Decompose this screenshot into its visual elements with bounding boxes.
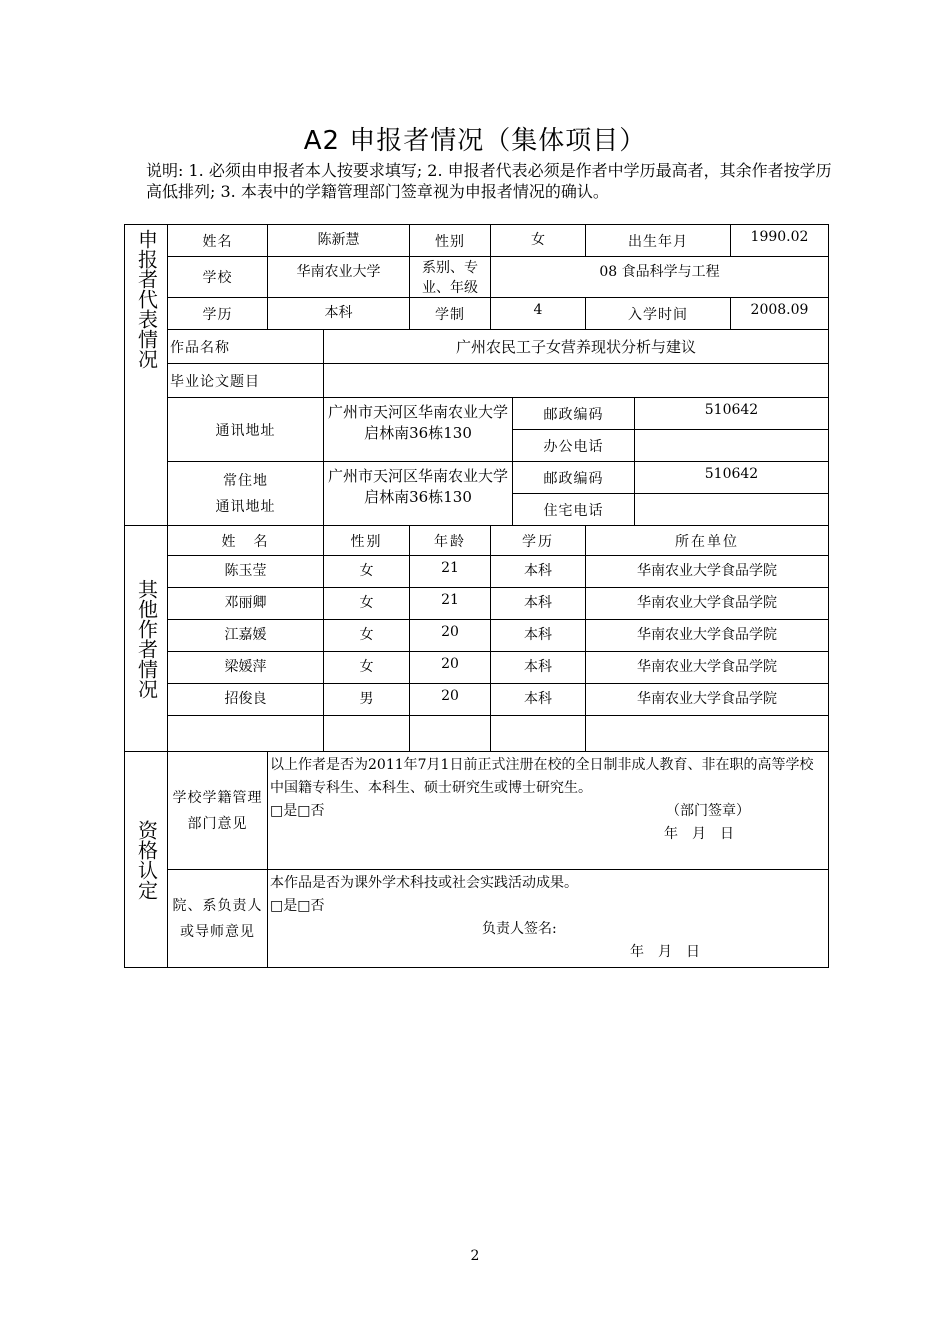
author-name[interactable]: 陈玉莹	[168, 556, 324, 588]
page-title: A2 申报者情况（集体项目）	[303, 126, 647, 156]
zip2-value[interactable]: 510642	[635, 462, 829, 494]
home-phone-value[interactable]	[635, 494, 829, 526]
author-gender[interactable]: 女	[324, 588, 410, 620]
birth-value[interactable]: 1990.02	[731, 225, 829, 257]
author-degree[interactable]: 本科	[491, 684, 586, 716]
author-name[interactable]: 梁媛萍	[168, 652, 324, 684]
table-row	[125, 556, 829, 588]
author-gender[interactable]: 男	[324, 684, 410, 716]
school-opinion-label	[168, 752, 268, 870]
gender-label: 性别	[410, 225, 491, 257]
home-addr-label	[168, 462, 324, 526]
home-addr-label-line1: 常住地	[223, 472, 268, 489]
author-degree[interactable]: 本科	[491, 588, 586, 620]
others-section-label: 其他作者情况	[125, 526, 168, 752]
years-label: 学制	[410, 298, 491, 330]
school-opinion-label-line1: 学校学籍管理	[172, 789, 263, 806]
degree-label: 学历	[168, 298, 268, 330]
school-opinion-text: 以上作者是否为2011年7月1日前正式注册在校的全日制非成人教育、非在职的高等学校中国籍专科生、本科生、硕士研究生或博士研究生。	[270, 757, 814, 796]
author-gender[interactable]: 女	[324, 652, 410, 684]
author-degree[interactable]: 本科	[491, 652, 586, 684]
author-age[interactable]: 21	[410, 588, 491, 620]
author-gender[interactable]: 女	[324, 620, 410, 652]
work-value[interactable]: 广州农民工子女营养现状分析与建议	[324, 330, 829, 364]
office-phone-label: 办公电话	[513, 430, 635, 462]
author-gender[interactable]	[324, 716, 410, 752]
advisor-date[interactable]: 年 月 日	[630, 944, 700, 960]
table-row	[125, 652, 829, 684]
others-header-unit: 所在单位	[586, 526, 829, 556]
zip-label: 邮政编码	[513, 398, 635, 430]
others-header-gender: 性别	[324, 526, 410, 556]
author-unit[interactable]: 华南农业大学食品学院	[586, 684, 829, 716]
author-unit[interactable]: 华南农业大学食品学院	[586, 620, 829, 652]
zip-value[interactable]: 510642	[635, 398, 829, 430]
qualification-section-label: 资格认定	[125, 752, 168, 968]
instructions-note: 说明: 1. 必须由申报者本人按要求填写; 2. 申报者代表必须是作者中学历最高者，其余作者按学历高低排列; 3. 本表中的学籍管理部门签章视为申报者情况的确认。	[146, 161, 832, 201]
thesis-label: 毕业论文题目	[168, 364, 324, 398]
degree-value[interactable]: 本科	[268, 298, 410, 330]
school-yes-no-checkbox[interactable]: □是□否	[270, 803, 325, 819]
author-name[interactable]: 招俊良	[168, 684, 324, 716]
advisor-opinion-box	[268, 870, 829, 968]
author-degree[interactable]: 本科	[491, 556, 586, 588]
home-phone-label: 住宅电话	[513, 494, 635, 526]
author-unit[interactable]: 华南农业大学食品学院	[586, 588, 829, 620]
office-phone-value[interactable]	[635, 430, 829, 462]
author-name[interactable]: 江嘉媛	[168, 620, 324, 652]
enroll-value[interactable]: 2008.09	[731, 298, 829, 330]
author-name[interactable]: 邓丽卿	[168, 588, 324, 620]
page-number: 2	[470, 1248, 480, 1264]
dept-label: 系别、专业、年级	[410, 257, 491, 298]
department-stamp: （部门签章）	[666, 803, 750, 819]
advisor-opinion-text: 本作品是否为课外学术科技或社会实践活动成果。	[270, 875, 578, 891]
author-age[interactable]: 20	[410, 652, 491, 684]
home-addr-value[interactable]: 广州市天河区华南农业大学启林南36栋130	[324, 462, 513, 526]
advisor-opinion-label-line2: 或导师意见	[180, 923, 255, 940]
author-unit[interactable]: 华南农业大学食品学院	[586, 556, 829, 588]
advisor-opinion-label	[168, 870, 268, 968]
home-addr-label-line2: 通讯地址	[215, 498, 276, 515]
table-row	[125, 716, 829, 752]
applicant-section-label: 申报者代表情况	[125, 225, 168, 526]
author-name[interactable]	[168, 716, 324, 752]
author-unit[interactable]	[586, 716, 829, 752]
zip2-label: 邮政编码	[513, 462, 635, 494]
table-row	[125, 620, 829, 652]
name-label: 姓名	[168, 225, 268, 257]
author-age[interactable]: 20	[410, 684, 491, 716]
table-row	[125, 684, 829, 716]
author-unit[interactable]: 华南农业大学食品学院	[586, 652, 829, 684]
author-degree[interactable]	[491, 716, 586, 752]
author-degree[interactable]: 本科	[491, 620, 586, 652]
application-form	[124, 224, 829, 968]
author-age[interactable]: 21	[410, 556, 491, 588]
addr-label: 通讯地址	[168, 398, 324, 462]
others-header-name: 姓 名	[168, 526, 324, 556]
author-gender[interactable]: 女	[324, 556, 410, 588]
name-value[interactable]: 陈新慧	[268, 225, 410, 257]
school-opinion-label-line2: 部门意见	[187, 815, 248, 832]
others-header-degree: 学历	[491, 526, 586, 556]
school-value[interactable]: 华南农业大学	[268, 257, 410, 298]
birth-label: 出生年月	[586, 225, 731, 257]
school-date[interactable]: 年 月 日	[664, 826, 734, 842]
thesis-value[interactable]	[324, 364, 829, 398]
work-label: 作品名称	[168, 330, 324, 364]
gender-value[interactable]: 女	[491, 225, 586, 257]
enroll-label: 入学时间	[586, 298, 731, 330]
others-header-age: 年龄	[410, 526, 491, 556]
author-age[interactable]	[410, 716, 491, 752]
author-age[interactable]: 20	[410, 620, 491, 652]
dept-value[interactable]: 08 食品科学与工程	[491, 257, 829, 298]
years-value[interactable]: 4	[491, 298, 586, 330]
advisor-yes-no-checkbox[interactable]: □是□否	[270, 898, 325, 914]
school-label: 学校	[168, 257, 268, 298]
advisor-opinion-label-line1: 院、系负责人	[172, 897, 263, 914]
school-opinion-box	[268, 752, 829, 870]
addr-value[interactable]: 广州市天河区华南农业大学启林南36栋130	[324, 398, 513, 462]
advisor-signature[interactable]: 负责人签名:	[482, 921, 557, 937]
table-row	[125, 588, 829, 620]
